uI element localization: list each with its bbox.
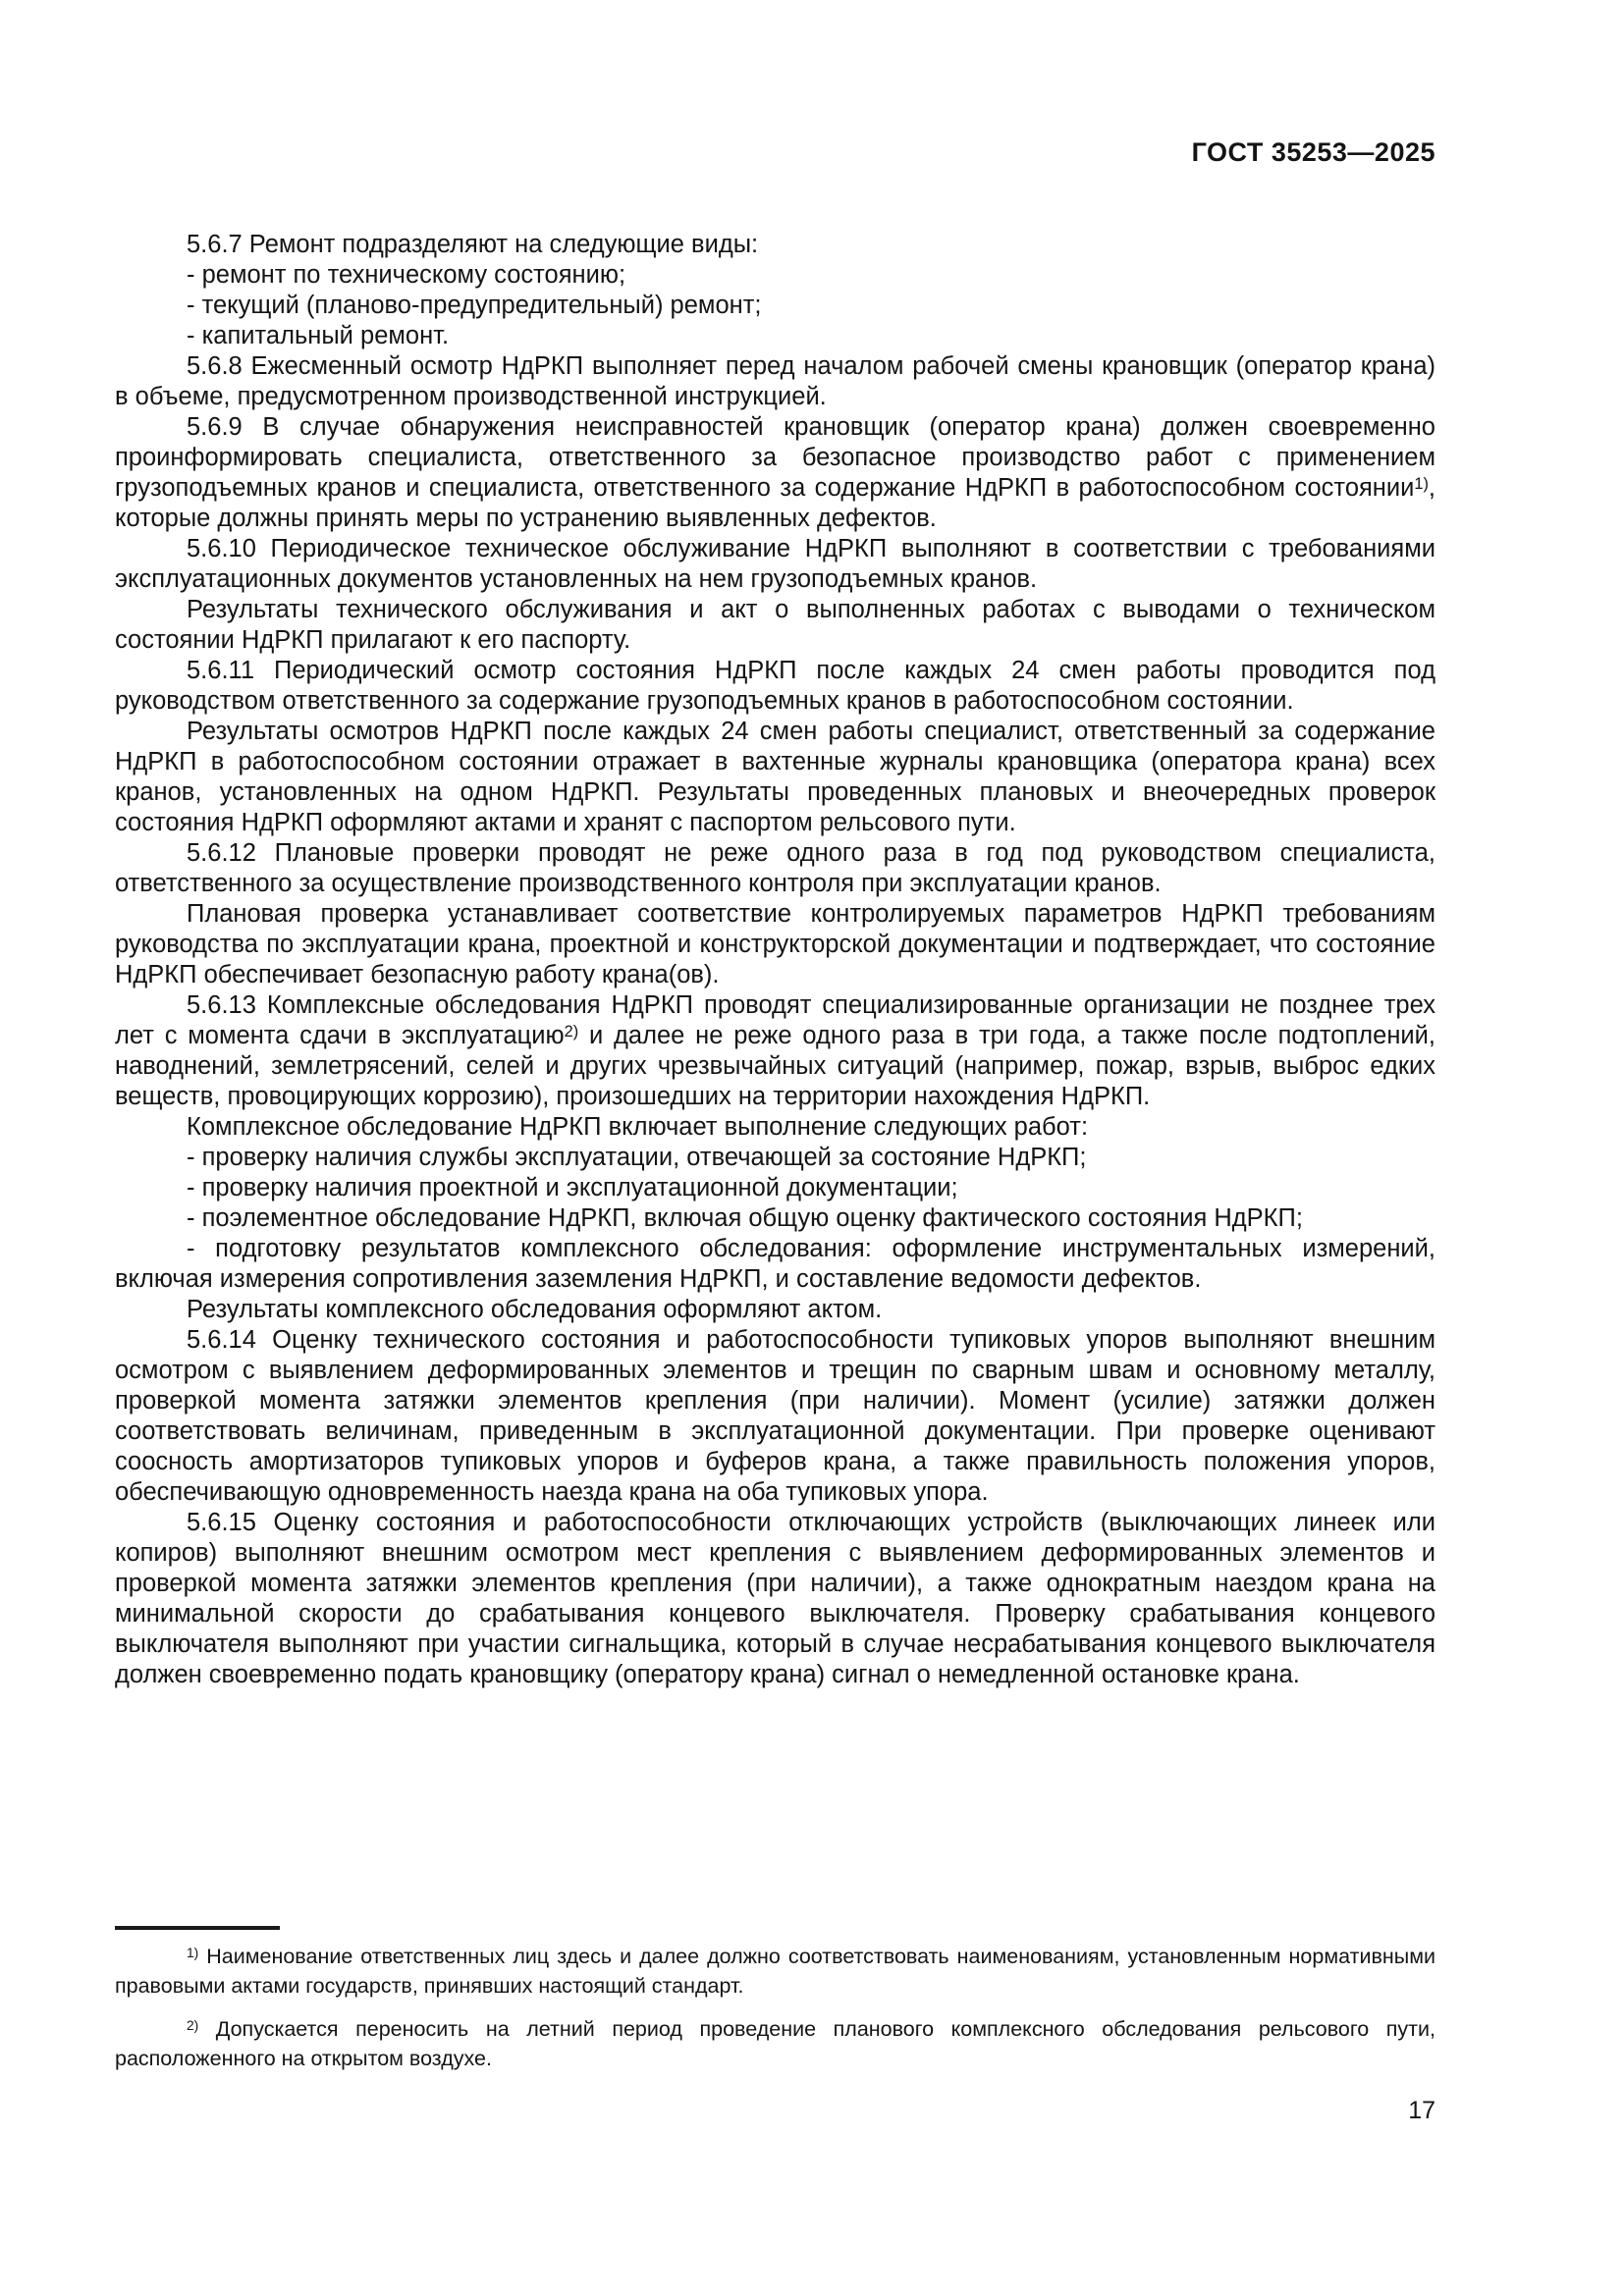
footnote-divider xyxy=(115,1926,280,1930)
paragraph: - проверку наличия проектной и эксплуатационной документации; xyxy=(187,1174,958,1201)
paragraph: - поэлементное обследование НдРКП, включая общую оценку фактического состояния НдРКП; xyxy=(187,1204,1303,1232)
paragraph: Комплексное обследование НдРКП включает выполнение следующих работ: xyxy=(187,1113,1089,1141)
footnote-reference: 1) xyxy=(1414,474,1429,493)
footnote: $^{2)}$ Допускается переносить на летний период проведение планового комплексного обследования рельсового пути, расположенного на открытом воздухе. xyxy=(115,2017,1435,2070)
page-number: 17 xyxy=(1408,2097,1435,2124)
paragraph: 5.6.7 Ремонт подразделяют на следующие виды: xyxy=(187,231,759,258)
footnote-marker: 2) xyxy=(187,2017,199,2033)
paragraph: 5.6.11 Периодический осмотр состояния НдРКП после каждых 24 смен работы проводится под руководством ответственного за содержание грузоподъемных кранов в работоспособном состоянии. xyxy=(115,657,1435,715)
paragraph: - текущий (планово-предупредительный) ремонт; xyxy=(187,292,762,319)
paragraph: 5.6.9 В случае обнаружения неисправностей крановщик (оператор крана) должен своевременно проинформировать специалиста, ответственного за безопасное производство работ с применением грузоподъемных кранов и специалиста, ответственного за содержание НдРКП в работоспособном состоянии$^{1)}$, которые должны принять меры по устранению выявленных дефектов. xyxy=(115,413,1435,532)
paragraph: 5.6.12 Плановые проверки проводят не реже одного раза в год под руководством специалиста, ответственного за осуществление производственного контроля при эксплуатации кранов. xyxy=(115,839,1435,897)
paragraph: 5.6.14 Оценку технического состояния и работоспособности тупиковых упоров выполняют внешним осмотром с выявлением деформированных элементов и трещин по сварным швам и основному металлу, проверкой момента затяжки элементов крепления (при наличии). Момент (усилие) затяжки должен соответствовать величинам, приведенным в эксплуатационной документации. При проверке оценивают соосность амортизаторов тупиковых упоров и буферов крана, а также правильность положения упоров, обеспечивающую одновременность наезда крана на оба тупиковых упора. xyxy=(115,1326,1435,1506)
paragraph: 5.6.10 Периодическое техническое обслуживание НдРКП выполняют в соответствии с требованиями эксплуатационных документов установленных на нем грузоподъемных кранов. xyxy=(115,535,1435,593)
paragraph: - капитальный ремонт. xyxy=(187,322,450,349)
footnote-reference: 2) xyxy=(564,1022,579,1041)
document-body xyxy=(115,230,1435,1690)
paragraph: Результаты осмотров НдРКП после каждых 24 смен работы специалист, ответственный за содержание НдРКП в работоспособном состоянии отражает в вахтенные журналы крановщика (оператора крана) всех кранов, установленных на одном НдРКП. Результаты проведенных плановых и внеочередных проверок состояния НдРКП оформляют актами и хранят с паспортом рельсового пути. xyxy=(115,718,1435,836)
paragraph: 5.6.15 Оценку состояния и работоспособности отключающих устройств (выключающих линеек или копиров) выполняют внешним осмотром мест крепления с выявлением деформированных элементов и проверкой момента затяжки элементов крепления (при наличии), а также однократным наездом крана на минимальной скорости до срабатывания концевого выключателя. Проверку срабатывания концевого выключателя выполняют при участии сигнальщика, который в случае несрабатывания концевого выключателя должен своевременно подать крановщику (оператору крана) сигнал о немедленной остановке крана. xyxy=(115,1509,1435,1688)
standard-code-header: ГОСТ 35253—2025 xyxy=(1191,137,1435,167)
paragraph: Результаты комплексного обследования оформляют актом. xyxy=(187,1296,883,1323)
paragraph: Результаты технического обслуживания и акт о выполненных работах с выводами о техническом состоянии НдРКП прилагают к его паспорту. xyxy=(115,596,1435,654)
paragraph: - подготовку результатов комплексного обследования: оформление инструментальных измерений, включая измерения сопротивления заземления НдРКП, и составление ведомости дефектов. xyxy=(115,1235,1435,1293)
paragraph: 5.6.13 Комплексные обследования НдРКП проводят специализированные организации не позднее трех лет с момента сдачи в эксплуатацию$^{2)}$ и далее не реже одного раза в три года, а также после подтоплений, наводнений, землетрясений, селей и других чрезвычайных ситуаций (например, пожар, взрыв, выброс едких веществ, провоцирующих коррозию), произошедших на территории нахождения НдРКП. xyxy=(115,991,1435,1110)
paragraph: 5.6.8 Ежесменный осмотр НдРКП выполняет перед началом рабочей смены крановщик (оператор крана) в объеме, предусмотренном производственной инструкцией. xyxy=(115,352,1435,410)
footnotes-section xyxy=(115,1926,1435,2087)
footnotes-list xyxy=(115,1942,1435,2073)
paragraph: - ремонт по техническому состоянию; xyxy=(187,261,626,289)
footnote-marker: 1) xyxy=(187,1945,199,1960)
footnote: $^{1)}$ Наименование ответственных лиц здесь и далее должно соответствовать наименованиям, установленным нормативными правовыми актами государств, принявших настоящий стандарт. xyxy=(115,1945,1435,1998)
paragraph: Плановая проверка устанавливает соответствие контролируемых параметров НдРКП требованиям руководства по эксплуатации крана, проектной и конструкторской документации и подтверждает, что состояние НдРКП обеспечивает безопасную работу крана(ов). xyxy=(115,900,1435,988)
paragraph: - проверку наличия службы эксплуатации, отвечающей за состояние НдРКП; xyxy=(187,1144,1087,1171)
